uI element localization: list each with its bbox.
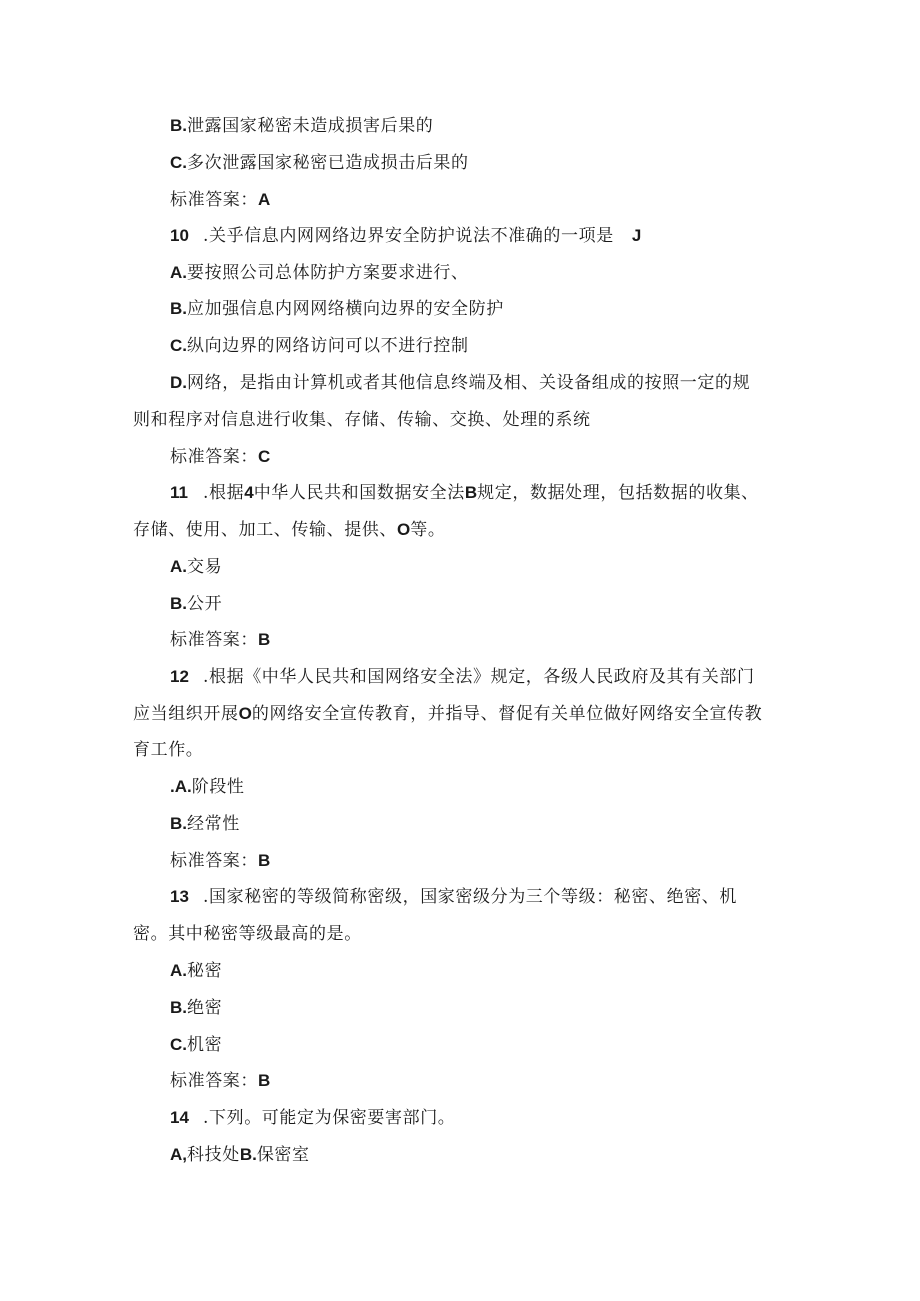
q13-option-c: C.机密 xyxy=(170,1035,223,1055)
q13-option-a: A.秘密 xyxy=(170,961,223,981)
q12-stem: 12 .根据《中华人民共和国网络安全法》规定，各级人民政府及其有关部门 xyxy=(170,667,755,687)
q13-stem-continued: 密。其中秘密等级最高的是。 xyxy=(133,924,362,944)
q11-stem: 11 .根据4中华人民共和国数据安全法B规定，数据处理，包括数据的收集、 xyxy=(170,483,759,503)
q14-stem: 14 .下列。可能定为保密要害部门。 xyxy=(170,1108,456,1128)
q10-option-d-continued: 则和程序对信息进行收集、存储、传输、交换、处理的系统 xyxy=(133,410,591,430)
q11-option-b: B.公开 xyxy=(170,594,223,614)
q11-stem-continued: 存储、使用、加工、传输、提供、O等。 xyxy=(133,520,446,540)
q11-answer: 标准答案：B xyxy=(170,630,271,650)
q12-option-a: .A.阶段性 xyxy=(170,777,245,797)
q11-option-a: A.交易 xyxy=(170,557,223,577)
q13-answer: 标准答案：B xyxy=(170,1071,271,1091)
q10-option-a: A.要按照公司总体防护方案要求进行、 xyxy=(170,263,469,283)
q10-option-d: D.网络，是指由计算机或者其他信息终端及相、关设备组成的按照一定的规 xyxy=(170,373,751,393)
q9-option-b: B.泄露国家秘密未造成损害后果的 xyxy=(170,116,434,136)
q13-stem: 13 .国家秘密的等级简称密级，国家密级分为三个等级：秘密、绝密、机 xyxy=(170,887,738,907)
q10-answer: 标准答案：C xyxy=(170,447,271,467)
q14-options: A,科技处B.保密室 xyxy=(170,1145,310,1165)
q12-option-b: B.经常性 xyxy=(170,814,240,834)
q12-answer: 标准答案：B xyxy=(170,851,271,871)
q9-option-c: C.多次泄露国家秘密已造成损击后果的 xyxy=(170,153,469,173)
q10-option-c: C.纵向边界的网络访问可以不进行控制 xyxy=(170,336,469,356)
q10-stem: 10 .关乎信息内网网络边界安全防护说法不准确的一项是 J xyxy=(170,226,642,246)
q9-answer: 标准答案：A xyxy=(170,190,271,210)
q12-stem-end: 育工作。 xyxy=(133,740,204,760)
q10-option-b: B.应加强信息内网网络横向边界的安全防护 xyxy=(170,299,504,319)
q12-stem-continued: 应当组织开展O的网络安全宣传教育，并指导、督促有关单位做好网络安全宣传教 xyxy=(133,704,763,724)
q13-option-b: B.绝密 xyxy=(170,998,223,1018)
